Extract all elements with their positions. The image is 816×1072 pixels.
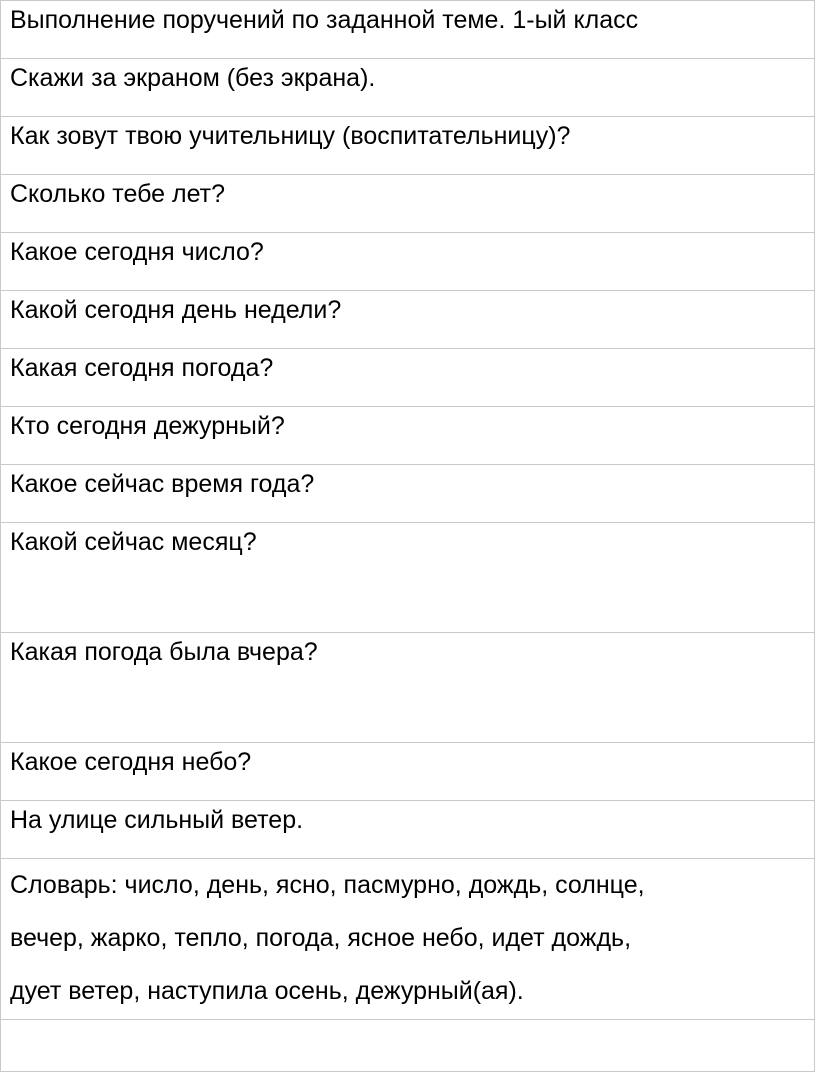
empty-cell xyxy=(1,1020,815,1072)
vocabulary-line: вечер, жарко, тепло, погода, ясное небо, идет дождь, xyxy=(10,924,632,952)
table-row xyxy=(1,59,815,117)
question-cell: Какой сейчас месяц? xyxy=(1,523,815,633)
question-cell: Какая погода была вчера? xyxy=(1,633,815,743)
table-row xyxy=(1,801,815,859)
question-cell: На улице сильный ветер. xyxy=(1,801,815,859)
table-row xyxy=(1,1,815,59)
table-row xyxy=(1,633,815,743)
question-cell: Скажи за экраном (без экрана). xyxy=(1,59,815,117)
question-cell: Кто сегодня дежурный? xyxy=(1,407,815,465)
table-row xyxy=(1,349,815,407)
table-row xyxy=(1,743,815,801)
vocabulary-line: Словарь: число, день, ясно, пасмурно, дождь, солнце, xyxy=(10,871,645,899)
table-row xyxy=(1,233,815,291)
table-row xyxy=(1,291,815,349)
table-row xyxy=(1,1020,815,1072)
question-cell: Как зовут твою учительницу (воспитательницу)? xyxy=(1,117,815,175)
question-cell: Сколько тебе лет? xyxy=(1,175,815,233)
question-cell: Какая сегодня погода? xyxy=(1,349,815,407)
table-row xyxy=(1,465,815,523)
table-row xyxy=(1,859,815,1020)
vocabulary-line: дует ветер, наступила осень, дежурный(ая). xyxy=(10,977,524,1005)
table-row xyxy=(1,117,815,175)
vocabulary-cell xyxy=(1,859,815,1020)
question-cell: Какое сегодня число? xyxy=(1,233,815,291)
table-row xyxy=(1,523,815,633)
question-cell: Какой сегодня день недели? xyxy=(1,291,815,349)
table-row xyxy=(1,407,815,465)
question-cell: Какое сейчас время года? xyxy=(1,465,815,523)
table-row xyxy=(1,175,815,233)
table-title-cell: Выполнение поручений по заданной теме. 1-ый класс xyxy=(1,1,815,59)
question-cell: Какое сегодня небо? xyxy=(1,743,815,801)
